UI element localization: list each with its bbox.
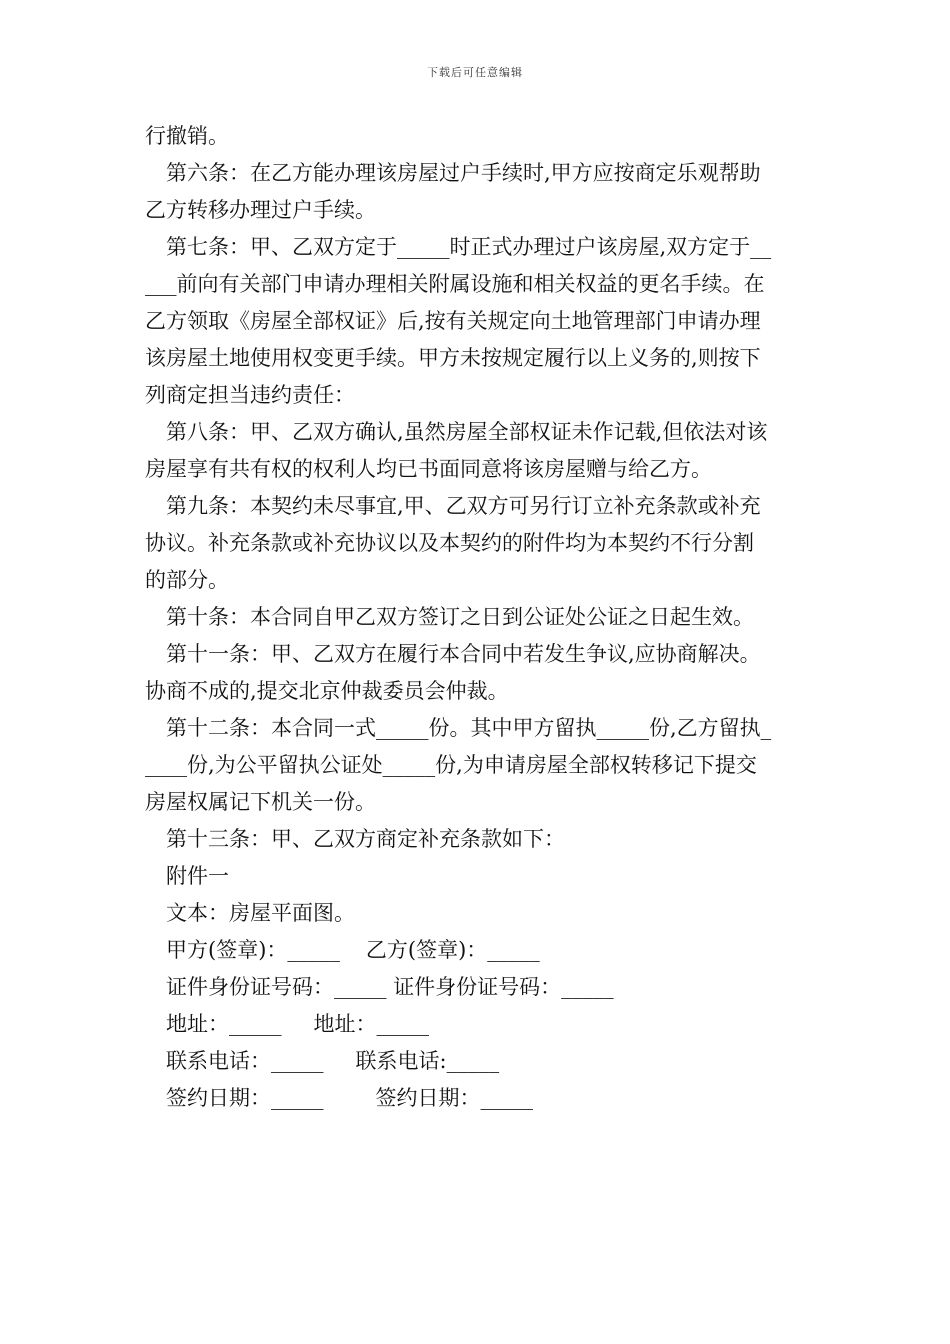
article-11-line-1: 第十一条：甲、乙双方在履行本合同中若发生争议,应协商解决。 [166,642,761,666]
party-b-phone-field: 联系电话:_____ [355,1049,500,1073]
party-b-seal-field: 乙方(签章)：_____ [365,938,540,962]
party-a-seal-field: 甲方(签章)：_____ [166,938,340,962]
article-6-line-2: 乙方转移办理过户手续。 [145,198,376,222]
signature-row-id [145,969,810,1006]
signature-row-date [145,1080,810,1117]
article-11-line-2: 协商不成的,提交北京仲裁委员会仲裁。 [145,679,509,703]
article-8-line-1: 第八条：甲、乙双方确认,虽然房屋全部权证未作记载,但依法对该 [166,420,768,444]
attachment-text: 文本：房屋平面图。 [166,901,355,925]
article-12-line-2: ____份,为公平留执公证处_____份,为申请房屋全部权转移记下提交 [145,753,757,777]
party-a-phone-field: 联系电话：_____ [166,1049,324,1073]
signature-row-address [145,1006,810,1043]
party-a-address-field: 地址：_____ [166,1012,282,1036]
attachment-title: 附件一 [166,864,229,888]
party-b-id-field: 证件身份证号码：_____ [393,975,614,999]
article-9-line-2: 协议。补充条款或补充协议以及本契约的附件均为本契约不行分割 [145,531,754,555]
article-7-line-2: ___前向有关部门申请办理相关附属设施和相关权益的更名手续。在 [145,272,765,296]
party-a-date-field: 签约日期：_____ [166,1086,324,1110]
party-b-address-field: 地址：_____ [313,1012,429,1036]
party-a-id-field: 证件身份证号码：_____ [166,975,387,999]
signature-row-seal [145,932,810,969]
signature-row-phone [145,1043,810,1080]
article-13-line-1: 第十三条：甲、乙双方商定补充条款如下： [166,827,565,851]
article-7-line-1: 第七条：甲、乙双方定于_____时正式办理过户该房屋,双方定于__ [166,235,772,259]
article-12-line-3: 房屋权属记下机关一份。 [145,790,376,814]
paragraph-line: 行撤销。 [145,124,229,148]
contract-body [145,118,810,1117]
article-10-line-1: 第十条：本合同自甲乙双方签订之日到公证处公证之日起生效。 [166,605,754,629]
article-6-line-1: 第六条：在乙方能办理该房屋过户手续时,甲方应按商定乐观帮助 [166,161,761,185]
article-7-line-4: 该房屋土地使用权变更手续。甲方未按规定履行以上义务的,则按下 [145,346,761,370]
page-header-note: 下载后可任意编辑 [427,66,523,79]
party-b-date-field: 签约日期：_____ [375,1086,533,1110]
article-8-line-2: 房屋享有共有权的权利人均已书面同意将该房屋赠与给乙方。 [145,457,712,481]
article-7-line-5: 列商定担当违约责任： [145,383,355,407]
article-12-line-1: 第十二条：本合同一式_____份。其中甲方留执_____份,乙方留执_ [166,716,772,740]
article-9-line-3: 的部分。 [145,568,229,592]
article-9-line-1: 第九条：本契约未尽事宜,甲、乙双方可另行订立补充条款或补充 [166,494,761,518]
article-7-line-3: 乙方领取《房屋全部权证》后,按有关规定向土地管理部门申请办理 [145,309,761,333]
